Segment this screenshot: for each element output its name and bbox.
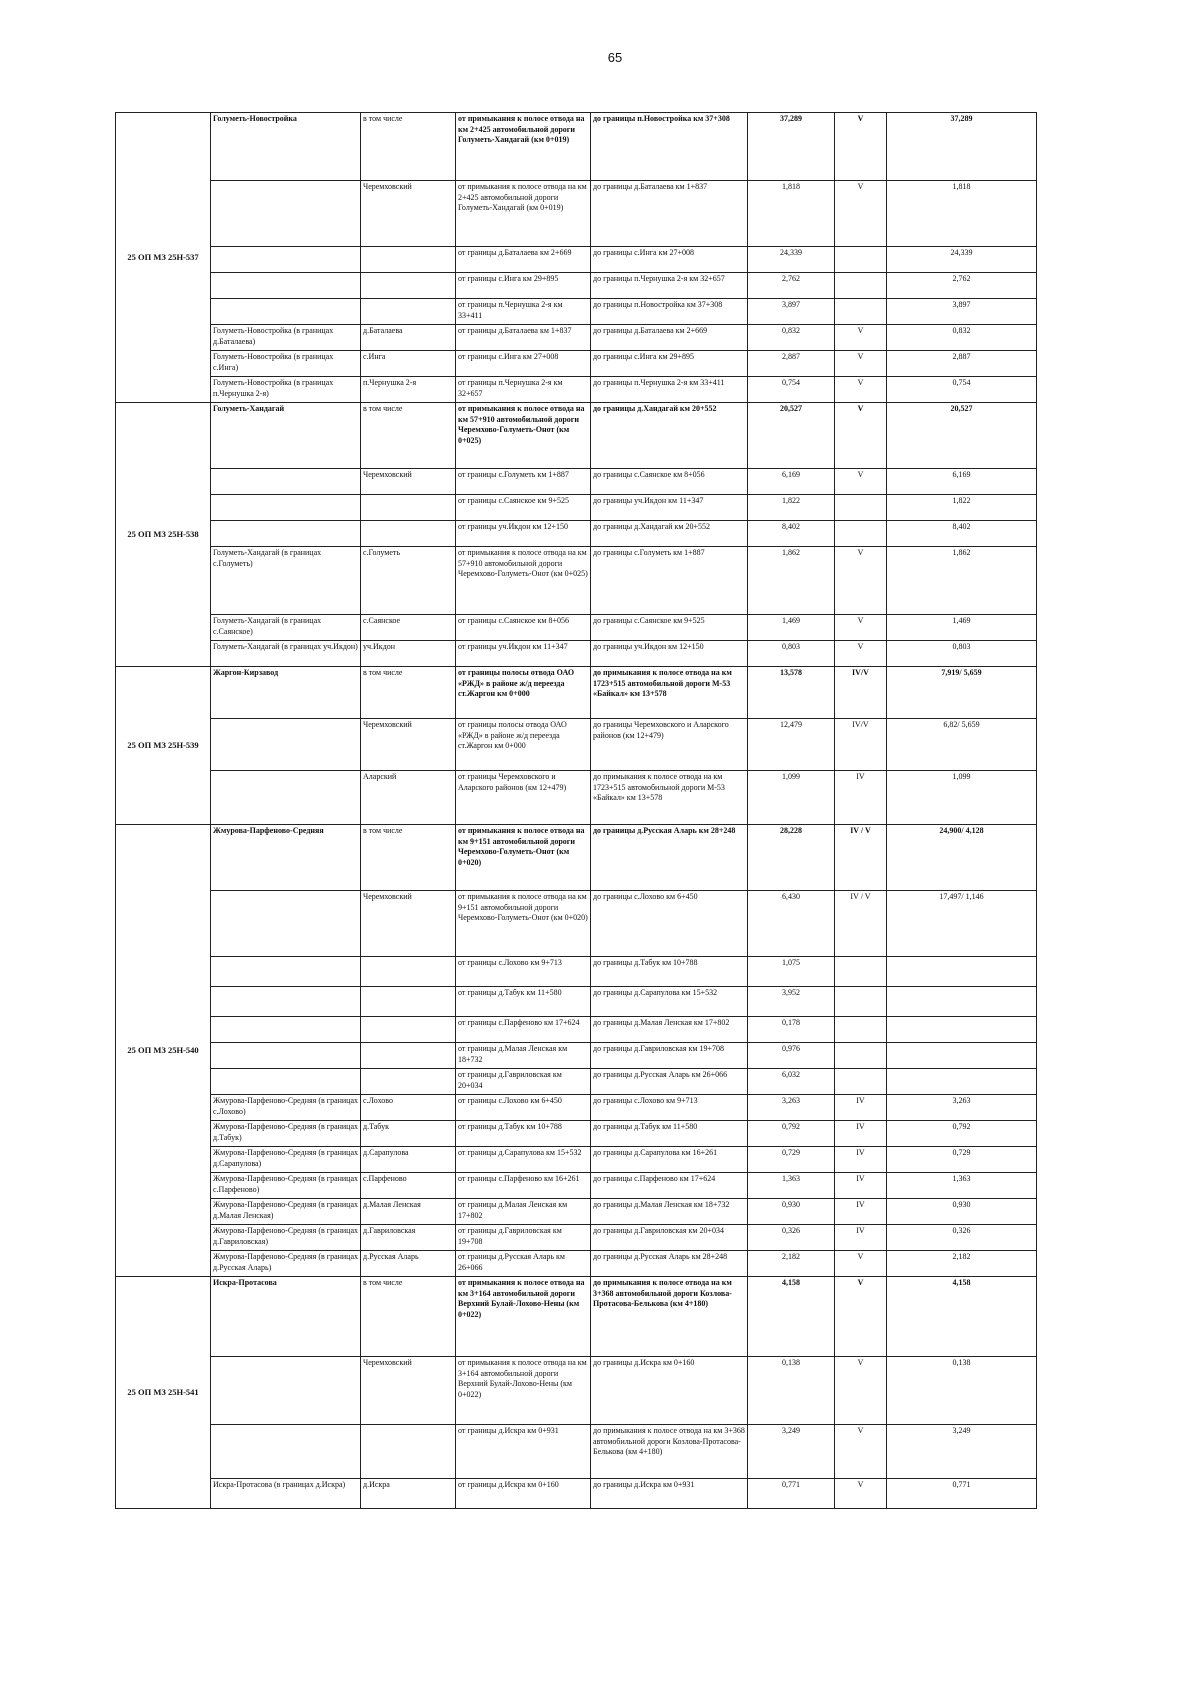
place-cell: д.Гавриловская (361, 1225, 456, 1251)
segment-start-cell: от границы д.Баталаева км 2+669 (456, 247, 591, 273)
segment-end-cell: до примыкания к полосе отвода на км 1723+515 автомобильной дороги М-53 «Байкал» км 13+578 (591, 771, 748, 825)
segment-end-cell: до границы с.Инга км 27+008 (591, 247, 748, 273)
place-cell (361, 1017, 456, 1043)
length-km-cell: 0,832 (748, 325, 835, 351)
total-length-cell: 4,158 (887, 1277, 1037, 1357)
total-length-cell: 0,754 (887, 377, 1037, 403)
place-cell: с.Лохово (361, 1095, 456, 1121)
category-cell: IV/V (835, 719, 887, 771)
category-cell: V (835, 1277, 887, 1357)
category-cell (835, 987, 887, 1017)
road-name-cell: Жмурова-Парфеново-Средняя (в границах д.Русская Аларь) (211, 1251, 361, 1277)
place-cell: в том числе (361, 113, 456, 181)
road-name-cell (211, 1017, 361, 1043)
length-km-cell: 2,762 (748, 273, 835, 299)
segment-end-cell: до границы Черемховского и Аларского районов (км 12+479) (591, 719, 748, 771)
place-cell (361, 495, 456, 521)
road-name-cell: Голуметь-Хандагай (211, 403, 361, 469)
category-cell: V (835, 1425, 887, 1479)
length-km-cell: 1,363 (748, 1173, 835, 1199)
place-cell: в том числе (361, 825, 456, 891)
category-cell (835, 1043, 887, 1069)
road-name-cell: Голуметь-Новостройка (211, 113, 361, 181)
length-km-cell: 3,952 (748, 987, 835, 1017)
place-cell: д.Русская Аларь (361, 1251, 456, 1277)
length-km-cell: 0,754 (748, 377, 835, 403)
road-code-cell: 25 ОП МЗ 25Н-538 (116, 403, 211, 667)
total-length-cell (887, 957, 1037, 987)
total-length-cell (887, 1069, 1037, 1095)
length-km-cell: 6,032 (748, 1069, 835, 1095)
category-cell (835, 1069, 887, 1095)
road-name-cell (211, 495, 361, 521)
category-cell: V (835, 1357, 887, 1425)
table-row (116, 351, 1037, 377)
table-row (116, 547, 1037, 615)
segment-start-cell: от примыкания к полосе отвода на км 57+910 автомобильной дороги Черемхово-Голуметь-Онот (км 0+025) (456, 547, 591, 615)
segment-start-cell: от границы д.Баталаева км 1+837 (456, 325, 591, 351)
total-length-cell: 3,263 (887, 1095, 1037, 1121)
category-cell: V (835, 325, 887, 351)
total-length-cell: 2,182 (887, 1251, 1037, 1277)
segment-end-cell: до границы д.Малая Ленская км 18+732 (591, 1199, 748, 1225)
table-row (116, 1251, 1037, 1277)
place-cell: д.Сарапулова (361, 1147, 456, 1173)
category-cell (835, 521, 887, 547)
place-cell: п.Чернушка 2-я (361, 377, 456, 403)
total-length-cell (887, 987, 1037, 1017)
category-cell (835, 299, 887, 325)
total-length-cell: 3,249 (887, 1425, 1037, 1479)
total-length-cell: 1,099 (887, 771, 1037, 825)
category-cell: IV (835, 1173, 887, 1199)
table-row (116, 469, 1037, 495)
segment-end-cell: до границы д.Русская Аларь км 28+248 (591, 825, 748, 891)
place-cell: с.Саянское (361, 615, 456, 641)
segment-end-cell: до границы д.Искра км 0+160 (591, 1357, 748, 1425)
segment-start-cell: от примыкания к полосе отвода на км 2+425 автомобильной дороги Голуметь-Хандагай (км 0+019) (456, 113, 591, 181)
road-name-cell: Жмурова-Парфеново-Средняя (в границах д.Табук) (211, 1121, 361, 1147)
place-cell: Черемховский (361, 181, 456, 247)
place-cell (361, 1069, 456, 1095)
place-cell (361, 1043, 456, 1069)
segment-start-cell: от границы уч.Икдон км 12+150 (456, 521, 591, 547)
total-length-cell (887, 1017, 1037, 1043)
segment-end-cell: до границы д.Сарапулова км 16+261 (591, 1147, 748, 1173)
category-cell: V (835, 641, 887, 667)
category-cell (835, 957, 887, 987)
length-km-cell: 6,169 (748, 469, 835, 495)
road-name-cell: Жмурова-Парфеново-Средняя (в границах с.Лохово) (211, 1095, 361, 1121)
segment-start-cell: от границы полосы отвода ОАО «РЖД» в районе ж/д переезда ст.Жаргон км 0+000 (456, 719, 591, 771)
category-cell: IV (835, 1199, 887, 1225)
table-row (116, 403, 1037, 469)
road-name-cell (211, 719, 361, 771)
segment-end-cell: до границы д.Табук км 11+580 (591, 1121, 748, 1147)
road-name-cell (211, 247, 361, 273)
segment-end-cell: до границы с.Лохово км 9+713 (591, 1095, 748, 1121)
total-length-cell: 0,138 (887, 1357, 1037, 1425)
segment-end-cell: до границы д.Искра км 0+931 (591, 1479, 748, 1509)
segment-end-cell: до границы с.Лохово км 6+450 (591, 891, 748, 957)
segment-end-cell: до границы п.Новостройка км 37+308 (591, 299, 748, 325)
category-cell: V (835, 403, 887, 469)
segment-end-cell: до границы д.Баталаева км 1+837 (591, 181, 748, 247)
road-name-cell: Голуметь-Новостройка (в границах п.Чернушка 2-я) (211, 377, 361, 403)
place-cell (361, 957, 456, 987)
segment-end-cell: до границы д.Хандагай км 20+552 (591, 521, 748, 547)
total-length-cell: 2,887 (887, 351, 1037, 377)
total-length-cell (887, 1043, 1037, 1069)
length-km-cell: 13,578 (748, 667, 835, 719)
road-code-cell: 25 ОП МЗ 25Н-540 (116, 825, 211, 1277)
place-cell: с.Голуметь (361, 547, 456, 615)
place-cell: д.Малая Ленская (361, 1199, 456, 1225)
segment-end-cell: до границы д.Хандагай км 20+552 (591, 403, 748, 469)
place-cell: в том числе (361, 1277, 456, 1357)
length-km-cell: 2,887 (748, 351, 835, 377)
table-row (116, 957, 1037, 987)
category-cell: V (835, 1251, 887, 1277)
segment-start-cell: от границы полосы отвода ОАО «РЖД» в районе ж/д переезда ст.Жаргон км 0+000 (456, 667, 591, 719)
segment-end-cell: до границы п.Чернушка 2-я км 32+657 (591, 273, 748, 299)
road-name-cell: Жмурова-Парфеново-Средняя (в границах д.Гавриловская) (211, 1225, 361, 1251)
length-km-cell: 1,818 (748, 181, 835, 247)
total-length-cell: 1,469 (887, 615, 1037, 641)
segment-start-cell: от примыкания к полосе отвода на км 9+151 автомобильной дороги Черемхово-Голуметь-Онот (км 0+020) (456, 891, 591, 957)
total-length-cell: 0,792 (887, 1121, 1037, 1147)
total-length-cell: 0,771 (887, 1479, 1037, 1509)
table-row (116, 1173, 1037, 1199)
segment-end-cell: до примыкания к полосе отвода на км 3+368 автомобильной дороги Козлова-Протасова-Белькова (км 4+180) (591, 1277, 748, 1357)
segment-start-cell: от границы с.Парфеново км 17+624 (456, 1017, 591, 1043)
place-cell (361, 299, 456, 325)
table-row (116, 1121, 1037, 1147)
table-row (116, 247, 1037, 273)
segment-start-cell: от границы д.Табук км 10+788 (456, 1121, 591, 1147)
total-length-cell: 1,363 (887, 1173, 1037, 1199)
category-cell: IV / V (835, 891, 887, 957)
category-cell: IV (835, 1095, 887, 1121)
road-name-cell: Голуметь-Хандагай (в границах с.Саянское) (211, 615, 361, 641)
length-km-cell: 0,803 (748, 641, 835, 667)
road-name-cell: Голуметь-Новостройка (в границах д.Баталаева) (211, 325, 361, 351)
total-length-cell: 6,82/ 5,659 (887, 719, 1037, 771)
road-name-cell: Голуметь-Новостройка (в границах с.Инга) (211, 351, 361, 377)
category-cell: V (835, 547, 887, 615)
road-name-cell: Жмурова-Парфеново-Средняя (211, 825, 361, 891)
place-cell (361, 247, 456, 273)
category-cell: V (835, 377, 887, 403)
table-row (116, 771, 1037, 825)
place-cell: д.Табук (361, 1121, 456, 1147)
table-row (116, 641, 1037, 667)
segment-start-cell: от примыкания к полосе отвода на км 2+425 автомобильной дороги Голуметь-Хандагай (км 0+019) (456, 181, 591, 247)
place-cell: в том числе (361, 667, 456, 719)
table-row (116, 521, 1037, 547)
category-cell: IV (835, 1121, 887, 1147)
road-code-cell: 25 ОП МЗ 25Н-541 (116, 1277, 211, 1509)
table-row (116, 1095, 1037, 1121)
segment-start-cell: от примыкания к полосе отвода на км 3+164 автомобильной дороги Верхний Булай-Лохово-Нены (км 0+022) (456, 1357, 591, 1425)
total-length-cell: 24,339 (887, 247, 1037, 273)
segment-start-cell: от границы д.Искра км 0+931 (456, 1425, 591, 1479)
length-km-cell: 8,402 (748, 521, 835, 547)
road-name-cell: Искра-Протасова (в границах д.Искра) (211, 1479, 361, 1509)
category-cell: IV/V (835, 667, 887, 719)
segment-end-cell: до границы с.Голуметь км 1+887 (591, 547, 748, 615)
length-km-cell: 24,339 (748, 247, 835, 273)
road-name-cell: Жмурова-Парфеново-Средняя (в границах д.Малая Ленская) (211, 1199, 361, 1225)
total-length-cell: 0,326 (887, 1225, 1037, 1251)
category-cell: IV / V (835, 825, 887, 891)
total-length-cell: 0,803 (887, 641, 1037, 667)
total-length-cell: 6,169 (887, 469, 1037, 495)
segment-end-cell: до границы д.Табук км 10+788 (591, 957, 748, 987)
table-row (116, 495, 1037, 521)
table-row (116, 273, 1037, 299)
table-row (116, 615, 1037, 641)
segment-end-cell: до границы уч.Икдон км 11+347 (591, 495, 748, 521)
road-name-cell (211, 299, 361, 325)
place-cell: д.Искра (361, 1479, 456, 1509)
category-cell: V (835, 181, 887, 247)
segment-start-cell: от границы д.Гавриловская км 20+034 (456, 1069, 591, 1095)
road-name-cell: Искра-Протасова (211, 1277, 361, 1357)
segment-end-cell: до границы с.Саянское км 8+056 (591, 469, 748, 495)
road-name-cell (211, 1425, 361, 1479)
category-cell: V (835, 1479, 887, 1509)
place-cell: Черемховский (361, 719, 456, 771)
place-cell: с.Инга (361, 351, 456, 377)
length-km-cell: 3,263 (748, 1095, 835, 1121)
total-length-cell: 7,919/ 5,659 (887, 667, 1037, 719)
total-length-cell: 2,762 (887, 273, 1037, 299)
table-row (116, 113, 1037, 181)
road-name-cell: Голуметь-Хандагай (в границах уч.Икдон) (211, 641, 361, 667)
length-km-cell: 12,479 (748, 719, 835, 771)
road-name-cell (211, 1043, 361, 1069)
place-cell (361, 273, 456, 299)
segment-end-cell: до границы д.Баталаева км 2+669 (591, 325, 748, 351)
length-km-cell: 0,138 (748, 1357, 835, 1425)
road-name-cell (211, 987, 361, 1017)
segment-start-cell: от границы с.Инга км 29+895 (456, 273, 591, 299)
category-cell (835, 1017, 887, 1043)
segment-start-cell: от границы с.Парфеново км 16+261 (456, 1173, 591, 1199)
total-length-cell: 37,289 (887, 113, 1037, 181)
road-name-cell (211, 181, 361, 247)
length-km-cell: 20,527 (748, 403, 835, 469)
length-km-cell: 1,469 (748, 615, 835, 641)
table-row (116, 1277, 1037, 1357)
segment-start-cell: от границы Черемховского и Аларского районов (км 12+479) (456, 771, 591, 825)
road-code-cell: 25 ОП МЗ 25Н-537 (116, 113, 211, 403)
length-km-cell: 0,326 (748, 1225, 835, 1251)
segment-start-cell: от границы д.Табук км 11+580 (456, 987, 591, 1017)
road-name-cell: Жаргон-Кирзавод (211, 667, 361, 719)
length-km-cell: 0,930 (748, 1199, 835, 1225)
total-length-cell: 20,527 (887, 403, 1037, 469)
length-km-cell: 6,430 (748, 891, 835, 957)
place-cell (361, 1425, 456, 1479)
segment-start-cell: от границы с.Лохово км 9+713 (456, 957, 591, 987)
road-name-cell: Голуметь-Хандагай (в границах с.Голуметь) (211, 547, 361, 615)
total-length-cell: 3,897 (887, 299, 1037, 325)
road-register-table (115, 112, 1037, 1509)
segment-end-cell: до границы д.Гавриловская км 19+708 (591, 1043, 748, 1069)
length-km-cell: 3,249 (748, 1425, 835, 1479)
segment-start-cell: от границы п.Чернушка 2-я км 33+411 (456, 299, 591, 325)
total-length-cell: 8,402 (887, 521, 1037, 547)
road-name-cell (211, 891, 361, 957)
segment-end-cell: до границы д.Русская Аларь км 26+066 (591, 1069, 748, 1095)
table-row (116, 1043, 1037, 1069)
segment-start-cell: от границы д.Малая Ленская км 18+732 (456, 1043, 591, 1069)
segment-end-cell: до границы уч.Икдон км 12+150 (591, 641, 748, 667)
place-cell (361, 987, 456, 1017)
total-length-cell: 0,729 (887, 1147, 1037, 1173)
segment-start-cell: от границы д.Искра км 0+160 (456, 1479, 591, 1509)
category-cell (835, 495, 887, 521)
segment-start-cell: от примыкания к полосе отвода на км 9+151 автомобильной дороги Черемхово-Голуметь-Онот (км 0+020) (456, 825, 591, 891)
table-row (116, 1357, 1037, 1425)
road-name-cell (211, 521, 361, 547)
segment-end-cell: до примыкания к полосе отвода на км 1723+515 автомобильной дороги М-53 «Байкал» км 13+578 (591, 667, 748, 719)
table-row (116, 325, 1037, 351)
table-row (116, 299, 1037, 325)
category-cell: IV (835, 771, 887, 825)
road-name-cell (211, 1357, 361, 1425)
total-length-cell: 24,900/ 4,128 (887, 825, 1037, 891)
table-row (116, 377, 1037, 403)
table-row (116, 1069, 1037, 1095)
total-length-cell: 0,930 (887, 1199, 1037, 1225)
place-cell: Черемховский (361, 1357, 456, 1425)
road-name-cell: Жмурова-Парфеново-Средняя (в границах с.Парфеново) (211, 1173, 361, 1199)
segment-start-cell: от примыкания к полосе отвода на км 57+910 автомобильной дороги Черемхово-Голуметь-Онот (км 0+025) (456, 403, 591, 469)
category-cell: IV (835, 1225, 887, 1251)
segment-end-cell: до границы д.Русская Аларь км 28+248 (591, 1251, 748, 1277)
table-row (116, 1425, 1037, 1479)
segment-start-cell: от границы с.Саянское км 9+525 (456, 495, 591, 521)
table-row (116, 1199, 1037, 1225)
table-row (116, 1147, 1037, 1173)
segment-end-cell: до границы с.Инга км 29+895 (591, 351, 748, 377)
place-cell: уч.Икдон (361, 641, 456, 667)
place-cell (361, 521, 456, 547)
road-name-cell: Жмурова-Парфеново-Средняя (в границах д.Сарапулова) (211, 1147, 361, 1173)
length-km-cell: 2,182 (748, 1251, 835, 1277)
segment-end-cell: до границы с.Парфеново км 17+624 (591, 1173, 748, 1199)
place-cell: в том числе (361, 403, 456, 469)
length-km-cell: 0,729 (748, 1147, 835, 1173)
place-cell: Аларский (361, 771, 456, 825)
table-row (116, 825, 1037, 891)
segment-end-cell: до границы п.Чернушка 2-я км 33+411 (591, 377, 748, 403)
segment-start-cell: от границы д.Русская Аларь км 26+066 (456, 1251, 591, 1277)
segment-end-cell: до границы д.Малая Ленская км 17+802 (591, 1017, 748, 1043)
segment-start-cell: от границы уч.Икдон км 11+347 (456, 641, 591, 667)
road-name-cell (211, 1069, 361, 1095)
page-number: 65 (607, 50, 623, 65)
segment-start-cell: от границы д.Сарапулова км 15+532 (456, 1147, 591, 1173)
place-cell: д.Баталаева (361, 325, 456, 351)
segment-end-cell: до границы д.Сарапулова км 15+532 (591, 987, 748, 1017)
segment-start-cell: от границы д.Гавриловская км 19+708 (456, 1225, 591, 1251)
length-km-cell: 1,822 (748, 495, 835, 521)
segment-start-cell: от границы п.Чернушка 2-я км 32+657 (456, 377, 591, 403)
segment-end-cell: до границы с.Саянское км 9+525 (591, 615, 748, 641)
segment-start-cell: от границы с.Голуметь км 1+887 (456, 469, 591, 495)
length-km-cell: 0,976 (748, 1043, 835, 1069)
segment-start-cell: от границы с.Инга км 27+008 (456, 351, 591, 377)
category-cell: V (835, 351, 887, 377)
segment-start-cell: от примыкания к полосе отвода на км 3+164 автомобильной дороги Верхний Булай-Лохово-Нены (км 0+022) (456, 1277, 591, 1357)
segment-end-cell: до примыкания к полосе отвода на км 3+368 автомобильной дороги Козлова-Протасова-Белькова (км 4+180) (591, 1425, 748, 1479)
total-length-cell: 1,862 (887, 547, 1037, 615)
segment-end-cell: до границы п.Новостройка км 37+308 (591, 113, 748, 181)
length-km-cell: 28,228 (748, 825, 835, 891)
segment-start-cell: от границы с.Лохово км 6+450 (456, 1095, 591, 1121)
length-km-cell: 1,099 (748, 771, 835, 825)
total-length-cell: 1,822 (887, 495, 1037, 521)
total-length-cell: 1,818 (887, 181, 1037, 247)
length-km-cell: 4,158 (748, 1277, 835, 1357)
category-cell (835, 247, 887, 273)
segment-start-cell: от границы с.Саянское км 8+056 (456, 615, 591, 641)
length-km-cell: 1,862 (748, 547, 835, 615)
category-cell: IV (835, 1147, 887, 1173)
table-row (116, 1225, 1037, 1251)
road-name-cell (211, 469, 361, 495)
road-name-cell (211, 957, 361, 987)
total-length-cell: 17,497/ 1,146 (887, 891, 1037, 957)
table-row (116, 667, 1037, 719)
road-name-cell (211, 771, 361, 825)
road-name-cell (211, 273, 361, 299)
category-cell: V (835, 469, 887, 495)
length-km-cell: 0,178 (748, 1017, 835, 1043)
segment-end-cell: до границы д.Гавриловская км 20+034 (591, 1225, 748, 1251)
length-km-cell: 1,075 (748, 957, 835, 987)
category-cell: V (835, 113, 887, 181)
category-cell (835, 273, 887, 299)
length-km-cell: 0,771 (748, 1479, 835, 1509)
length-km-cell: 0,792 (748, 1121, 835, 1147)
table-row (116, 181, 1037, 247)
length-km-cell: 3,897 (748, 299, 835, 325)
road-code-cell: 25 ОП МЗ 25Н-539 (116, 667, 211, 825)
place-cell: Черемховский (361, 891, 456, 957)
table-row (116, 1017, 1037, 1043)
place-cell: с.Парфеново (361, 1173, 456, 1199)
segment-start-cell: от границы д.Малая Ленская км 17+802 (456, 1199, 591, 1225)
length-km-cell: 37,289 (748, 113, 835, 181)
total-length-cell: 0,832 (887, 325, 1037, 351)
category-cell: V (835, 615, 887, 641)
table-row (116, 1479, 1037, 1509)
table-row (116, 987, 1037, 1017)
table-row (116, 719, 1037, 771)
table-row (116, 891, 1037, 957)
place-cell: Черемховский (361, 469, 456, 495)
